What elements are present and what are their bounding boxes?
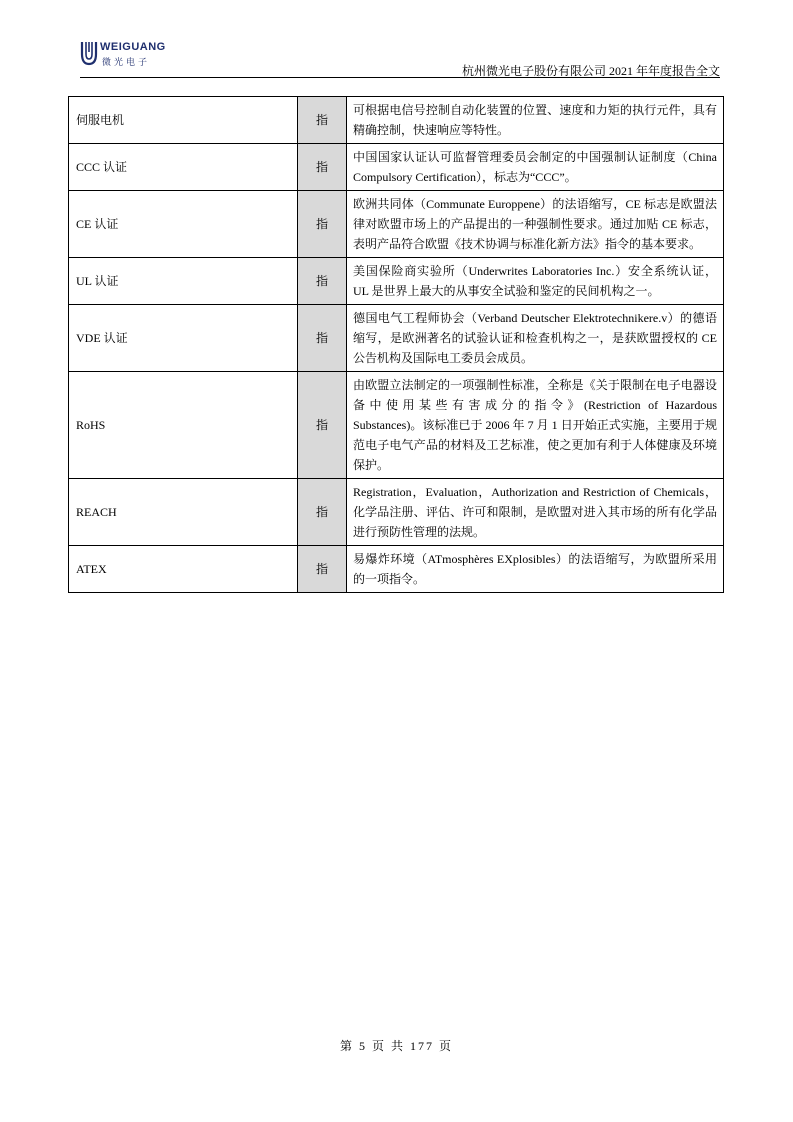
glossary-row [69, 144, 724, 191]
glossary-term: VDE 认证 [69, 305, 298, 372]
glossary-row [69, 258, 724, 305]
glossary-refers-to: 指 [298, 97, 347, 144]
glossary-definition: 美国保险商实验所（Underwrites Laboratories Inc.）安全系统认证，UL 是世界上最大的从事安全试验和鉴定的民间机构之一。 [347, 258, 724, 305]
glossary-term: UL 认证 [69, 258, 298, 305]
header-divider [80, 77, 720, 78]
glossary-refers-to: 指 [298, 258, 347, 305]
glossary-definition: 德国电气工程师协会（Verband Deutscher Elektrotechnikere.v）的德语缩写，是欧洲著名的试验认证和检查机构之一，是获欧盟授权的 CE 公告机构及国际电工委员会成员。 [347, 305, 724, 372]
glossary-definition: Registration，Evaluation，Authorization and Restriction of Chemicals，化学品注册、评估、许可和限制，是欧盟对进入其市场的所有化学品进行预防性管理的法规。 [347, 479, 724, 546]
page-number: 第 5 页 共 177 页 [339, 1039, 453, 1053]
weiguang-logo-icon [80, 40, 98, 70]
glossary-definition: 欧洲共同体（Communate Europpene）的法语缩写，CE 标志是欧盟法律对欧盟市场上的产品提出的一种强制性要求。通过加贴 CE 标志，表明产品符合欧盟《技术协调与标准化新方法》指令的基本要求。 [347, 191, 724, 258]
glossary-term: CCC 认证 [69, 144, 298, 191]
glossary-definition: 中国国家认证认可监督管理委员会制定的中国强制认证制度（China Compulsory Certification），标志为“CCC”。 [347, 144, 724, 191]
report-title: 杭州微光电子股份有限公司 2021 年年度报告全文 [461, 64, 720, 78]
glossary-row [69, 479, 724, 546]
glossary-term: ATEX [69, 546, 298, 593]
logo-text-cn: 微光电子 [102, 58, 151, 68]
glossary-row [69, 97, 724, 144]
glossary-definition: 可根据电信号控制自动化装置的位置、速度和力矩的执行元件，具有精确控制，快速响应等特性。 [347, 97, 724, 144]
glossary-refers-to: 指 [298, 479, 347, 546]
page-header [80, 38, 720, 78]
glossary-refers-to: 指 [298, 546, 347, 593]
glossary-row [69, 305, 724, 372]
glossary-term: RoHS [69, 372, 298, 479]
glossary-refers-to: 指 [298, 191, 347, 258]
glossary-definition: 易爆炸环境（ATmosphères EXplosibles）的法语缩写，为欧盟所采用的一项指令。 [347, 546, 724, 593]
glossary-definition: 由欧盟立法制定的一项强制性标准，全称是《关于限制在电子电器设备中使用某些有害成分的指令》(Restriction of Hazardous Substances)。该标准已于 2006 年 7 月 1 日开始正式实施，主要用于规范电子电气产品的材料及工艺标准，使之更加有利于人体健康及环境保护。 [347, 372, 724, 479]
glossary-term: 伺服电机 [69, 97, 298, 144]
glossary-term: CE 认证 [69, 191, 298, 258]
glossary-row [69, 372, 724, 479]
glossary-row [69, 191, 724, 258]
company-logo [80, 38, 180, 76]
glossary-table [68, 96, 724, 593]
glossary-refers-to: 指 [298, 144, 347, 191]
glossary-refers-to: 指 [298, 372, 347, 479]
logo-text-en: WEIGUANG [100, 41, 166, 53]
glossary-refers-to: 指 [298, 305, 347, 372]
glossary-term: REACH [69, 479, 298, 546]
glossary-row [69, 546, 724, 593]
